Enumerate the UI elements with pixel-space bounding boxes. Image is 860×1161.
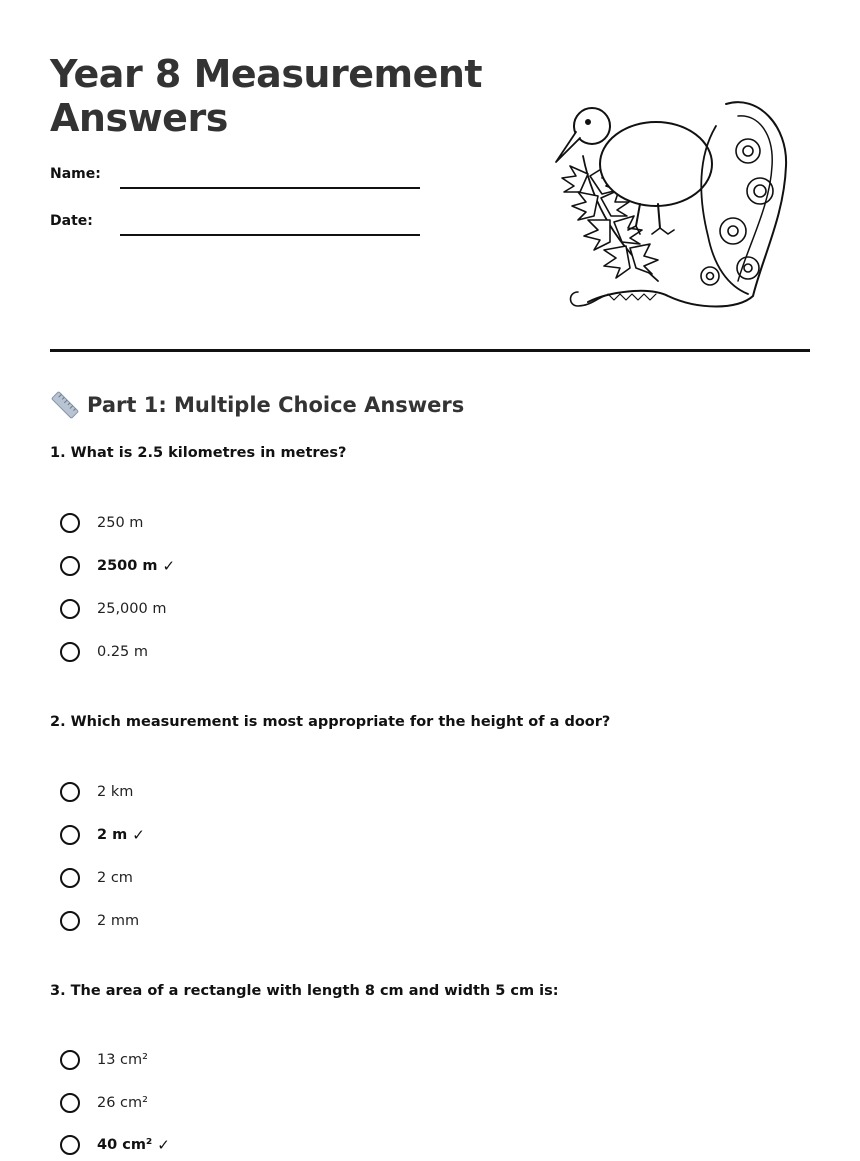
question-2: 2. Which measurement is most appropriate for the height of a door? [50, 714, 611, 730]
option-2-b[interactable] [60, 822, 145, 848]
radio-button[interactable] [60, 1050, 80, 1070]
radio-button[interactable] [60, 782, 80, 802]
option-3-a[interactable] [60, 1047, 148, 1073]
option-3-b[interactable] [60, 1090, 148, 1116]
page-title [50, 52, 520, 140]
title-line-2: Answers [50, 96, 228, 140]
option-2-a[interactable] [60, 779, 133, 805]
kiwi-bird-icon [548, 96, 798, 316]
date-label: Date: [50, 213, 93, 229]
radio-button[interactable] [60, 513, 80, 533]
option-label: 26 cm² [97, 1095, 148, 1111]
question-1: 1. What is 2.5 kilometres in metres? [50, 445, 347, 461]
ruler-icon [50, 390, 80, 420]
option-label: 250 m [97, 515, 144, 531]
check-mark-icon: ✓ [132, 826, 145, 844]
radio-button[interactable] [60, 911, 80, 931]
option-2-c[interactable] [60, 865, 133, 891]
section-title: Part 1: Multiple Choice Answers [87, 393, 465, 417]
option-label: 25,000 m [97, 601, 167, 617]
date-field-line[interactable] [120, 234, 420, 236]
option-1-b[interactable] [60, 553, 175, 579]
option-label-correct: 40 cm² [97, 1137, 153, 1153]
header-divider [50, 349, 810, 352]
question-3: 3. The area of a rectangle with length 8 cm and width 5 cm is: [50, 983, 559, 999]
option-label: 2 mm [97, 913, 140, 929]
radio-button[interactable] [60, 1135, 80, 1155]
option-label-correct: 2 m [97, 827, 128, 843]
radio-button[interactable] [60, 556, 80, 576]
radio-button[interactable] [60, 868, 80, 888]
section-heading [50, 389, 464, 421]
option-label-correct: 2500 m [97, 558, 158, 574]
radio-button[interactable] [60, 825, 80, 845]
check-mark-icon: ✓ [162, 557, 176, 575]
check-mark-icon: ✓ [157, 1136, 170, 1154]
option-1-a[interactable] [60, 510, 143, 536]
radio-button[interactable] [60, 599, 80, 619]
radio-button[interactable] [60, 1093, 80, 1113]
option-label: 13 cm² [97, 1052, 148, 1068]
option-label: 2 km [97, 784, 134, 800]
option-2-d[interactable] [60, 908, 139, 934]
title-line-1: Year 8 Measurement [50, 52, 483, 96]
option-label: 2 cm [97, 870, 133, 886]
option-3-c[interactable] [60, 1132, 170, 1158]
option-1-d[interactable] [60, 639, 148, 665]
option-1-c[interactable] [60, 596, 166, 622]
name-label: Name: [50, 166, 101, 182]
name-field-line[interactable] [120, 187, 420, 189]
option-label: 0.25 m [97, 644, 149, 660]
radio-button[interactable] [60, 642, 80, 662]
